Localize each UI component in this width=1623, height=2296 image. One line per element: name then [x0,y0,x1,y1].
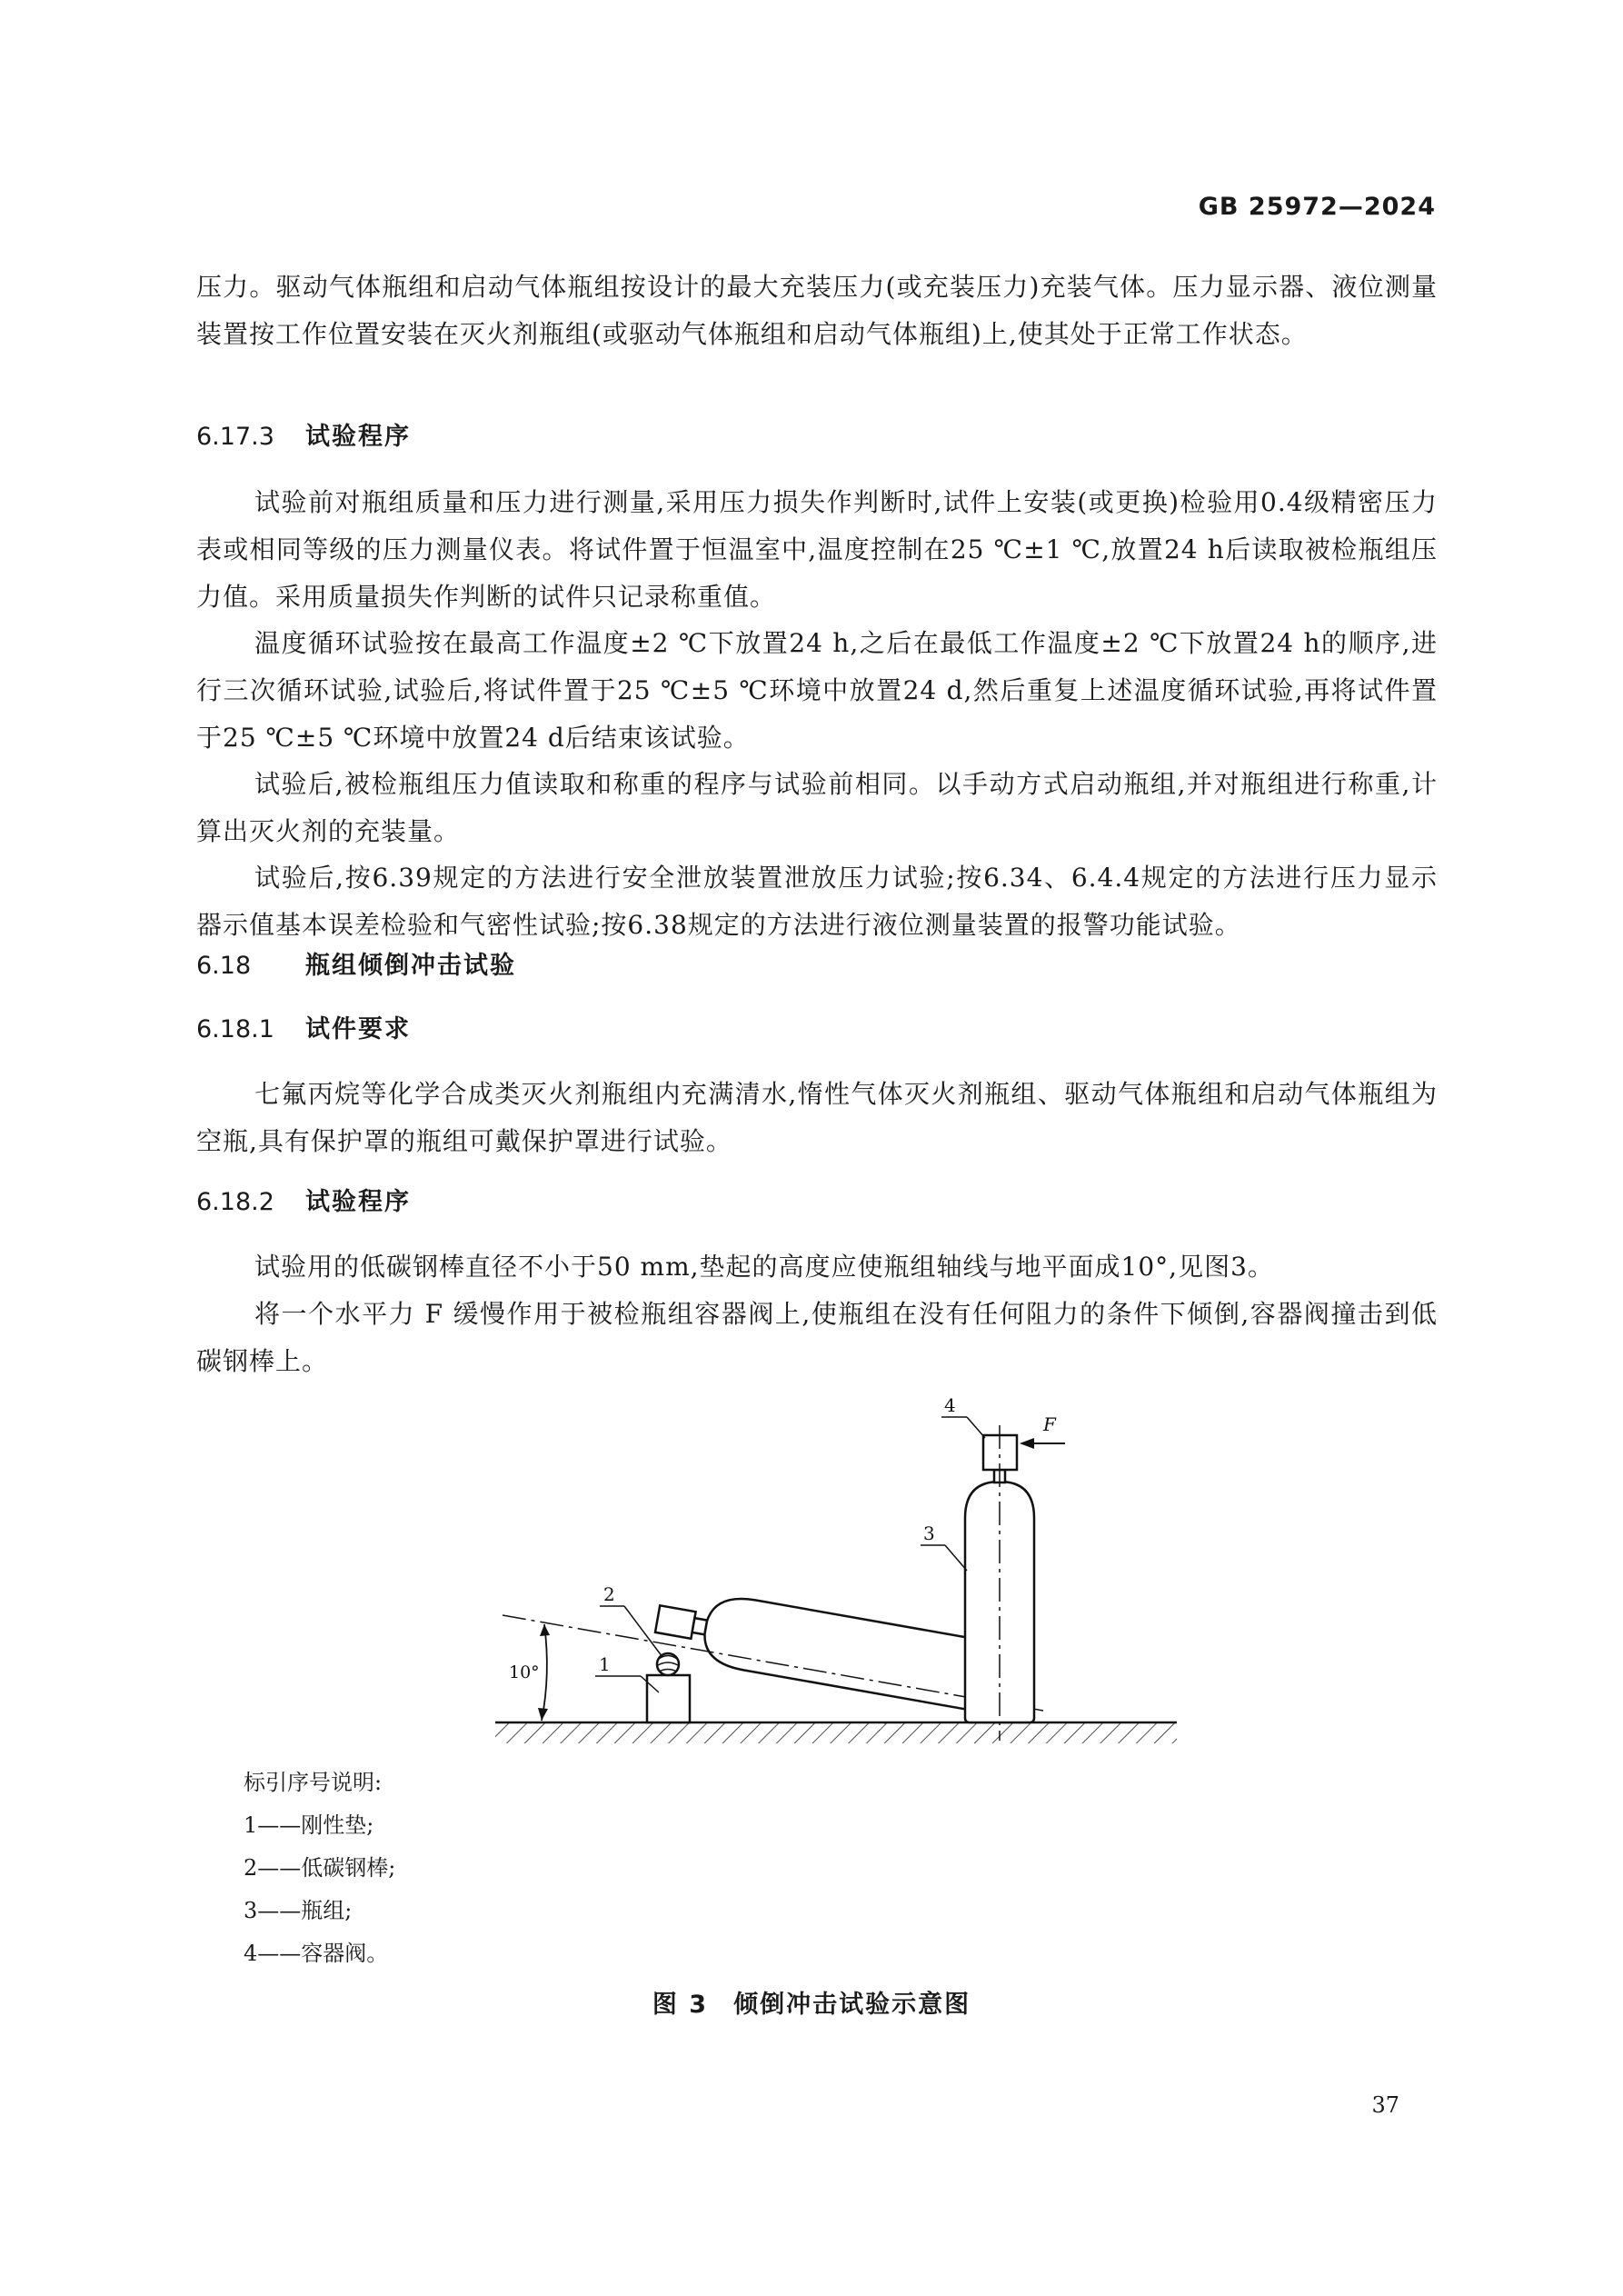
label-3: 3 [923,1522,935,1544]
legend-title: 标引序号说明: [244,1770,383,1795]
page-number: 37 [1371,2092,1399,2118]
section-title: 试验程序 [305,423,411,451]
standard-code: GB 25972—2024 [1198,193,1436,221]
section-title: 试验程序 [305,1188,411,1216]
section-number: 6.17.3 [196,423,274,451]
heading-6-18-2 [196,1186,411,1219]
section-title: 试件要求 [305,1015,411,1043]
force-arrow [1020,1438,1065,1449]
legend-item: 4——容器阀。 [244,1941,389,1966]
continued-paragraph: 压力。驱动气体瓶组和启动气体瓶组按设计的最大充装压力(或充装压力)充装气体。压力显示器、液位测量装置按工作位置安装在灭火剂瓶组(或驱动气体瓶组和启动气体瓶组)上,使其处于正常工作状态。 [196,272,1438,349]
figure-number: 图 3 [652,1991,709,2019]
section-number: 6.18 [196,952,252,980]
label-4: 4 [944,1394,956,1416]
paragraph: 温度循环试验按在最高工作温度±2 ℃下放置24 h,之后在最低工作温度±2 ℃下放置24 h的顺序,进行三次循环试验,试验后,将试件置于25 ℃±5 ℃环境中放置24 d,然后重复上述温度循环试验,再将试件置于25 ℃±5 ℃环境中放置24 d后结束该试验。 [196,628,1438,753]
section-number: 6.18.1 [196,1015,274,1043]
paragraph: 试验后,按6.39规定的方法进行安全泄放装置泄放压力试验;按6.34、6.4.4规定的方法进行压力显示器示值基本误差检验和气密性试验;按6.38规定的方法进行液位测量装置的报警功能试验。 [196,863,1438,940]
heading-6-18-1 [196,1013,411,1046]
legend-item: 3——瓶组; [244,1898,353,1923]
rigid-pad [647,1675,690,1722]
ground [495,1722,1177,1743]
legend-item: 1——刚性垫; [244,1812,374,1838]
section-title: 瓶组倾倒冲击试验 [305,952,516,980]
figure-title: 倾倒冲击试验示意图 [733,1991,971,2019]
paragraph: 试验用的低碳钢棒直径不小于50 mm,垫起的高度应使瓶组轴线与地平面成10°,见图3。 [254,1252,1274,1282]
figure-legend [244,1762,395,1975]
label-2: 2 [603,1583,615,1605]
legend-item: 2——低碳钢棒; [244,1855,396,1881]
tilt-impact-diagram [491,1382,1181,1763]
tilted-cylinder [652,1584,1003,1714]
paragraph: 试验后,被检瓶组压力值读取和称重的程序与试验前相同。以手动方式启动瓶组,并对瓶组进行称重,计算出灭火剂的充装量。 [196,769,1438,846]
section-number: 6.18.2 [196,1188,274,1216]
figure-caption [0,1984,1623,2020]
force-label: F [1043,1413,1056,1435]
heading-6-18 [196,950,516,983]
paragraph: 试验前对瓶组质量和压力进行测量,采用压力损失作判断时,试件上安装(或更换)检验用0.4级精密压力表或相同等级的压力测量仪表。将试件置于恒温室中,温度控制在25 ℃±1 ℃,放置24 h后读取被检瓶组压力值。采用质量损失作判断的试件只记录称重值。 [196,487,1438,612]
paragraph: 将一个水平力 F 缓慢作用于被检瓶组容器阀上,使瓶组在没有任何阻力的条件下倾倒,容器阀撞击到低碳钢棒上。 [196,1299,1438,1376]
label-1: 1 [599,1653,611,1675]
paragraph: 七氟丙烷等化学合成类灭火剂瓶组内充满清水,惰性气体灭火剂瓶组、驱动气体瓶组和启动气体瓶组为空瓶,具有保护罩的瓶组可戴保护罩进行试验。 [196,1079,1438,1156]
angle-indicator [538,1624,550,1721]
heading-6-17-3 [196,421,411,454]
angle-label: 10° [509,1662,540,1682]
upright-cylinder [965,1425,1034,1741]
